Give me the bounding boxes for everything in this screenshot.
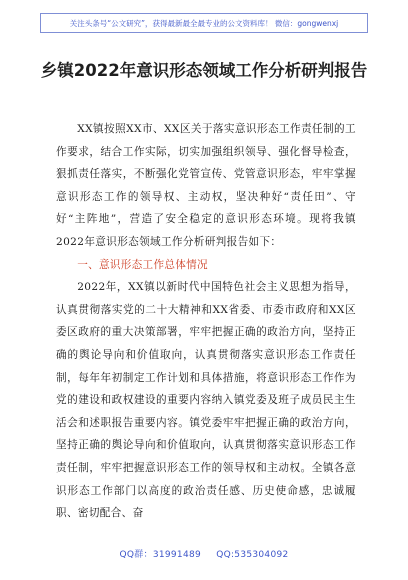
- document-title: 乡镇2022年意识形态领域工作分析研判报告: [40, 61, 368, 80]
- footer-qq-group: QQ群：31991489: [119, 550, 202, 560]
- section-heading: 一、意识形态工作总体情况: [77, 258, 208, 271]
- footer: [0, 547, 408, 560]
- footer-qq: QQ:535304092: [216, 550, 289, 560]
- section-paragraph: 2022年，XX镇以新时代中国特色社会主义思想为指导，认真贯彻落实党的二十大精神和XX省委、市委市政府和XX区委区政府的重大决策部署，牢牢把握正确的政治方向，坚持正确的舆论导向和价值取向，认真贯彻落实意识形态工作责任制，每年年初制定工作计划和具体措施，将意识形态工作作为党的建设和政权建设的重要内容纳入镇党委及班子成员民主生活会和述职报告重要内容。镇党委牢牢把握正确的政治方向，坚持正确的舆论导向和价值取向，认真贯彻落实意识形态工作责任制，牢牢把握意识形态工作的领导权和主动权。全镇各意识形态工作部门以高度的政治责任感、历史使命感，忠诚履职、密切配合、奋: [56, 281, 356, 520]
- intro-paragraph: XX镇按照XX市、XX区关于落实意识形态工作责任制的工作要求，结合工作实际，切实加强组织领导、强化督导检查，狠抓责任落实，不断强化党管宣传、党管意识形态，牢牢掌握意识形态工作的领导权、主动权，坚决种好“责任田”、守好“主阵地”，营造了安全稳定的意识形态环境。现将我镇2022年意识形态领域工作分析研判报告如下：: [56, 123, 356, 248]
- document-body: [56, 118, 356, 525]
- promo-banner: 关注头条号“公文研究”，获得最新最全最专业的公文资料库！ 微信：gongwenxj: [40, 13, 368, 33]
